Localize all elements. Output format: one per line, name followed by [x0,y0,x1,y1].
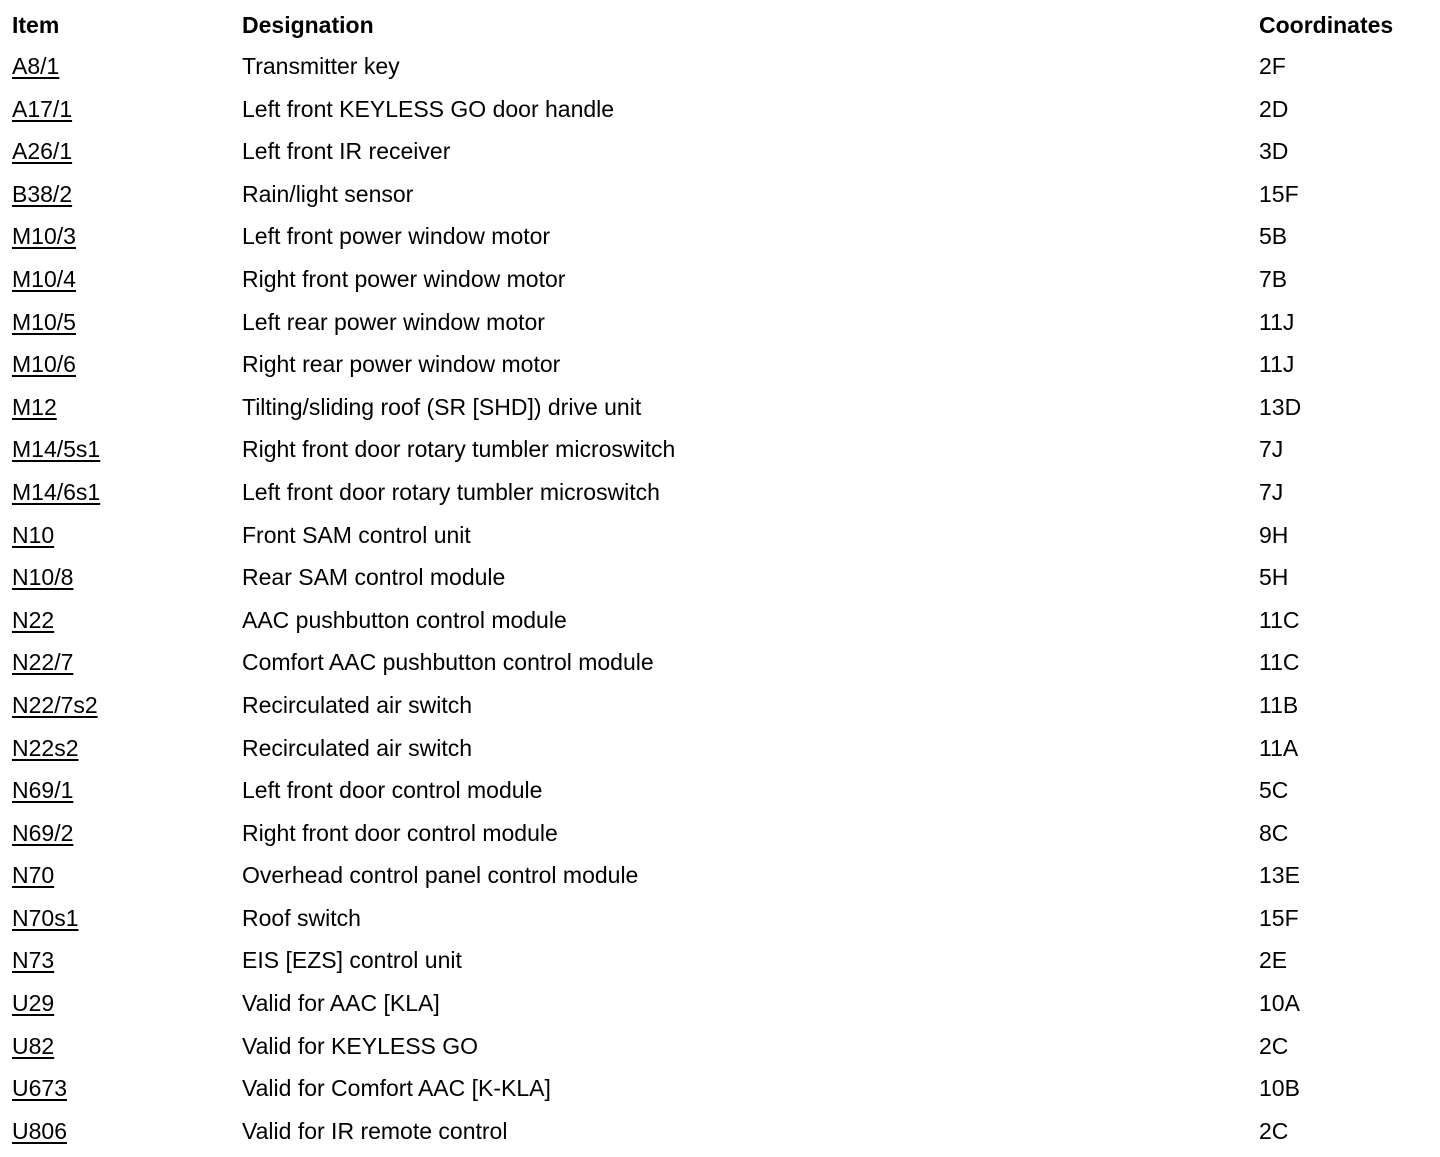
designation-text: Valid for IR remote control [242,1117,508,1144]
designation-text: Roof switch [242,904,361,931]
coordinates-text: 2D [1259,95,1289,122]
item-link[interactable]: N22 [12,606,55,633]
item-link[interactable]: M14/5s1 [12,436,101,463]
coordinates-text: 11J [1259,351,1295,378]
table-row [0,689,1440,732]
item-link[interactable]: N22/7 [12,649,74,676]
designation-text: Valid for AAC [KLA] [242,990,440,1017]
coordinates-text: 3D [1259,138,1289,165]
table-row [0,774,1440,817]
item-link[interactable]: M12 [12,393,57,420]
item-link[interactable]: M14/6s1 [12,478,101,505]
designation-text: Left rear power window motor [242,308,545,335]
designation-text: Left front door control module [242,777,543,804]
item-link[interactable]: N70 [12,862,55,889]
coordinates-text: 7J [1259,478,1284,505]
item-link[interactable]: U82 [12,1032,55,1059]
table-row [0,50,1440,93]
item-link[interactable]: N69/1 [12,777,74,804]
designation-text: Recirculated air switch [242,691,473,718]
coordinates-text: 2C [1259,1117,1289,1144]
table-row [0,135,1440,178]
table-row [0,987,1440,1030]
table-row [0,1115,1440,1157]
coordinates-text: 5B [1259,223,1288,250]
table-row [0,391,1440,434]
coordinates-text: 8C [1259,819,1289,846]
coordinates-text: 15F [1259,904,1299,931]
designation-text: Overhead control panel control module [242,862,639,889]
table-row [0,859,1440,902]
designation-text: Valid for Comfort AAC [K-KLA] [242,1075,551,1102]
item-link[interactable]: M10/3 [12,223,76,250]
coordinates-text: 11B [1259,691,1299,718]
item-link[interactable]: B38/2 [12,180,73,207]
designation-text: AAC pushbutton control module [242,606,567,633]
table-row [0,944,1440,987]
column-header-item: Item [12,12,60,38]
coordinates-text: 2E [1259,947,1288,974]
coordinates-text: 13D [1259,393,1302,420]
coordinates-text: 7J [1259,436,1284,463]
designation-text: Transmitter key [242,53,400,79]
table-row [0,519,1440,562]
item-link[interactable]: N73 [12,947,55,974]
table-row [0,220,1440,263]
designation-text: Right front door control module [242,819,558,846]
item-link[interactable]: N22/7s2 [12,691,98,718]
table-row [0,646,1440,689]
designation-text: Left front door rotary tumbler microswitch [242,478,660,505]
table-row [0,306,1440,349]
designation-text: Tilting/sliding roof (SR [SHD]) drive unit [242,393,642,420]
table-row [0,476,1440,519]
designation-text: Left front IR receiver [242,138,451,165]
designation-text: Left front KEYLESS GO door handle [242,95,615,122]
designation-text: Rear SAM control module [242,564,506,591]
coordinates-text: 11A [1259,734,1299,761]
table-row [0,178,1440,221]
coordinates-text: 10A [1259,990,1300,1017]
item-link[interactable]: U806 [12,1117,67,1144]
coordinates-text: 11C [1259,606,1300,633]
coordinates-text: 15F [1259,180,1299,207]
table-row [0,263,1440,306]
item-link[interactable]: N22s2 [12,734,79,761]
coordinates-text: 11J [1259,308,1295,335]
designation-text: Comfort AAC pushbutton control module [242,649,654,676]
coordinates-text: 9H [1259,521,1289,548]
coordinates-text: 10B [1259,1075,1300,1102]
coordinates-text: 11C [1259,649,1300,676]
item-link[interactable]: M10/5 [12,308,76,335]
designation-text: Rain/light sensor [242,180,414,207]
column-header-designation: Designation [242,12,374,38]
table-row [0,348,1440,391]
table-row [0,1030,1440,1073]
designation-text: Right front door rotary tumbler microswitch [242,436,676,463]
designation-text: Left front power window motor [242,223,551,250]
designation-text: Right front power window motor [242,265,566,292]
item-link[interactable]: U29 [12,990,55,1017]
coordinates-text: 13E [1259,862,1300,889]
item-link[interactable]: A17/1 [12,95,73,122]
coordinates-text: 7B [1259,265,1288,292]
table-row [0,604,1440,647]
item-link[interactable]: M10/4 [12,265,76,292]
table-row [0,902,1440,945]
item-link[interactable]: N10 [12,521,55,548]
designation-text: Right rear power window motor [242,351,561,378]
item-link[interactable]: U673 [12,1075,67,1102]
column-header-coordinates: Coordinates [1259,12,1394,38]
coordinates-text: 2C [1259,1032,1289,1059]
item-link[interactable]: N10/8 [12,564,74,591]
table-row [0,433,1440,476]
table-row [0,732,1440,775]
item-link[interactable]: A26/1 [12,138,73,165]
table-row [0,1072,1440,1115]
designation-text: Front SAM control unit [242,521,471,548]
item-link[interactable]: A8/1 [12,53,60,79]
table-row [0,817,1440,860]
table-row [0,561,1440,604]
designation-text: Valid for KEYLESS GO [242,1032,479,1059]
designation-text: Recirculated air switch [242,734,473,761]
coordinates-text: 5H [1259,564,1289,591]
item-link[interactable]: N69/2 [12,819,74,846]
legend-rows [0,50,1440,1157]
item-link[interactable]: N70s1 [12,904,79,931]
designation-text: EIS [EZS] control unit [242,947,462,974]
item-link[interactable]: M10/6 [12,351,76,378]
coordinates-text: 5C [1259,777,1289,804]
coordinates-text: 2F [1259,53,1286,79]
table-row [0,93,1440,136]
